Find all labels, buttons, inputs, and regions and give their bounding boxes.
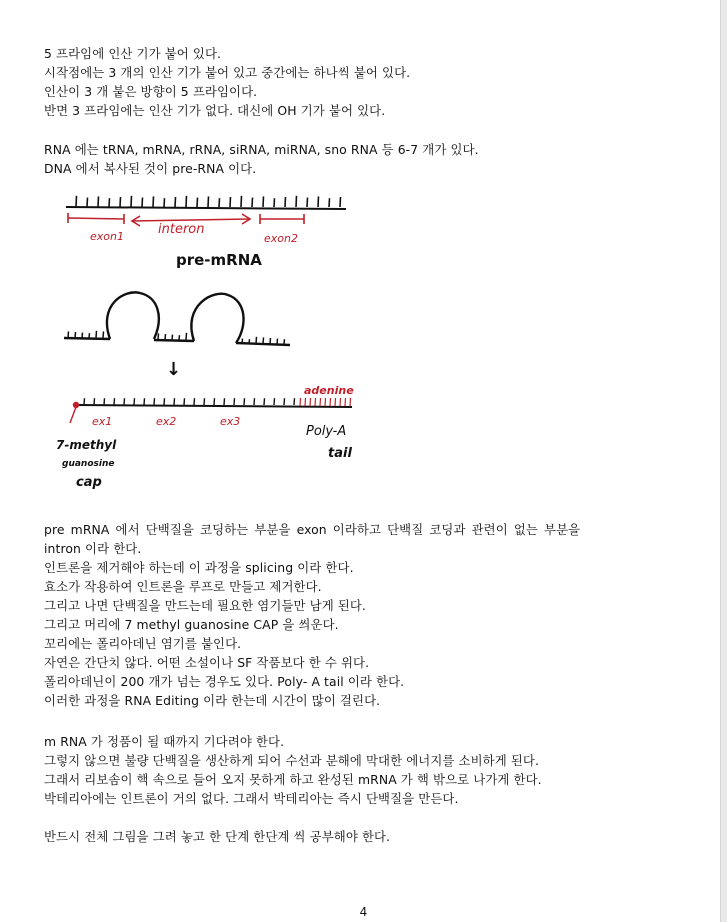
base-tick: [285, 197, 286, 207]
cap-label-line3: cap: [76, 475, 102, 490]
text-line: 꼬리에는 폴리아데닌 염기를 붙인다.: [44, 636, 242, 651]
base-tick: [68, 331, 69, 338]
base-tick: [254, 398, 255, 405]
base-tick: [329, 198, 330, 207]
splicing-diagram: [54, 185, 384, 503]
base-tick: [124, 398, 125, 405]
base-tick: [94, 398, 95, 405]
page-number: 4: [359, 905, 368, 919]
base-tick: [104, 398, 105, 405]
text-line: 그리고 머리에 7 methyl guanosine CAP 을 씌운다.: [44, 617, 339, 632]
text-line: 효소가 작용하여 인트론을 루프로 만들고 제거한다.: [44, 579, 322, 594]
base-tick: [175, 197, 176, 207]
text-line: 인산이 3 개 붙은 방향이 5 프라임이다.: [44, 84, 258, 99]
base-tick: [134, 398, 135, 405]
paragraph-study-tip: [44, 827, 684, 846]
base-tick: [87, 198, 88, 207]
base-tick: [270, 338, 271, 344]
base-tick: [184, 398, 185, 405]
base-tick: [305, 398, 306, 406]
base-tick: [120, 197, 121, 207]
base-tick: [186, 196, 187, 207]
base-tick: [164, 398, 165, 405]
base-tick: [284, 339, 285, 344]
base-tick: [96, 331, 97, 338]
base-tick: [219, 198, 220, 207]
poly-a-label-line2: tail: [328, 446, 352, 461]
base-tick: [114, 398, 115, 405]
base-tick: [234, 398, 235, 405]
base-tick: [263, 196, 264, 207]
base-tick: [208, 196, 209, 207]
base-tick: [256, 337, 257, 344]
down-arrow: ↓: [166, 359, 182, 380]
cap-pointer: [70, 407, 76, 423]
base-tick: [158, 333, 159, 340]
base-tick: [103, 331, 104, 338]
paragraph-splicing: [44, 520, 684, 710]
poly-a-label-line1: Poly-A: [306, 424, 347, 439]
base-tick: [164, 198, 165, 207]
base-tick: [89, 333, 90, 338]
text-line: 반드시 전체 그림을 그려 놓고 한 단계 한단계 씩 공부해야 한다.: [44, 829, 391, 844]
base-tick: [340, 197, 341, 207]
base-tick: [242, 339, 243, 344]
text-line: 5 프라임에 인산 기가 붙어 있다.: [44, 46, 222, 61]
base-tick: [277, 339, 278, 344]
adenine-label: adenine: [304, 384, 354, 397]
base-tick: [109, 198, 110, 207]
base-tick: [307, 198, 308, 207]
text-line: DNA 에서 복사된 것이 pre-RNA 이다.: [44, 161, 257, 176]
text-line: 인트론을 제거해야 하는데 이 과정을 splicing 이라 한다.: [44, 560, 354, 575]
base-tick: [350, 398, 351, 406]
base-tick: [131, 196, 132, 207]
text-line: 자연은 간단치 않다. 어떤 소설이나 SF 작품보다 한 수 위다.: [44, 655, 370, 670]
text-line: pre mRNA 에서 단백질을 코딩하는 부분을 exon 이라하고 단백질 코딩과 관련이 없는 부분을: [44, 522, 581, 537]
text-line: 반면 3 프라임에는 인산 기가 없다. 대신에 OH 기가 붙어 있다.: [44, 103, 386, 118]
text-line: 박테리아에는 인트론이 거의 없다. 그래서 박테리아는 즉시 단백질을 만든다.: [44, 791, 459, 806]
base-tick: [84, 398, 85, 405]
base-tick: [194, 398, 195, 405]
base-tick: [335, 398, 336, 406]
base-tick: [204, 398, 205, 405]
base-tick: [230, 197, 231, 207]
paragraph-mrna-export: [44, 732, 684, 808]
text-line: RNA 에는 tRNA, mRNA, rRNA, siRNA, miRNA, sno RNA 등 6-7 개가 있다.: [44, 142, 479, 157]
base-tick: [325, 398, 326, 406]
base-tick: [144, 398, 145, 405]
text-line: 그래서 리보솜이 핵 속으로 들어 오지 못하게 하고 완성된 mRNA 가 핵 밖으로 나가게 한다.: [44, 772, 542, 787]
text-line: 그리고 나면 단백질을 만드는데 필요한 염기들만 남게 된다.: [44, 598, 366, 613]
base-tick: [310, 398, 311, 406]
base-tick: [154, 398, 155, 405]
base-tick: [264, 398, 265, 405]
base-tick: [249, 339, 250, 344]
base-tick: [345, 398, 346, 406]
ex3-label: ex3: [220, 415, 241, 428]
base-tick: [252, 198, 253, 207]
base-tick: [186, 333, 187, 340]
exon2-label: exon2: [264, 232, 298, 245]
base-tick: [315, 398, 316, 406]
base-tick: [153, 196, 154, 207]
base-tick: [300, 398, 301, 406]
cap-label-line1: 7-methyl: [56, 438, 117, 452]
base-tick: [172, 335, 173, 340]
pre-mrna-label: pre-mRNA: [176, 251, 262, 269]
cap-label-line2: guanosine: [62, 459, 115, 469]
base-tick: [241, 196, 242, 207]
paragraph-5-prime: [44, 44, 684, 120]
base-tick: [197, 198, 198, 207]
page-edge: [720, 0, 727, 922]
text-line: m RNA 가 정품이 될 때까지 기다려야 한다.: [44, 734, 285, 749]
base-tick: [224, 398, 225, 405]
base-tick: [320, 398, 321, 406]
text-line: 그렇지 않으면 불량 단백질을 생산하게 되어 수선과 분해에 막대한 에너지를 소비하게 된다.: [44, 753, 540, 768]
base-tick: [263, 337, 264, 344]
base-tick: [179, 335, 180, 340]
paragraph-rna-types: [44, 140, 684, 178]
text-line: 이러한 과정을 RNA Editing 이라 한는데 시간이 많이 걸린다.: [44, 693, 381, 708]
base-tick: [75, 332, 76, 338]
base-tick: [76, 196, 77, 207]
pre-mrna-strand: [66, 196, 346, 209]
base-tick: [244, 398, 245, 405]
base-tick: [142, 198, 143, 207]
base-tick: [330, 398, 331, 406]
base-tick: [165, 334, 166, 340]
text-line: intron 이라 한다.: [44, 541, 142, 556]
base-tick: [318, 196, 319, 207]
base-tick: [214, 398, 215, 405]
base-tick: [340, 398, 341, 406]
text-line: 시작점에는 3 개의 인산 기가 붙어 있고 중간에는 하나씩 붙어 있다.: [44, 65, 411, 80]
base-tick: [284, 398, 285, 405]
intron-label: interon: [158, 222, 205, 237]
base-tick: [98, 196, 99, 207]
ex1-label: ex1: [92, 415, 113, 428]
base-tick: [174, 398, 175, 405]
ex2-label: ex2: [156, 415, 177, 428]
base-tick: [296, 196, 297, 207]
base-tick: [274, 398, 275, 405]
exon1-label: exon1: [90, 230, 124, 243]
base-tick: [82, 333, 83, 338]
base-tick: [274, 198, 275, 207]
text-line: 폴리아데닌이 200 개가 넘는 경우도 있다. Poly- A tail 이라 한다.: [44, 674, 405, 689]
base-tick: [294, 398, 295, 405]
